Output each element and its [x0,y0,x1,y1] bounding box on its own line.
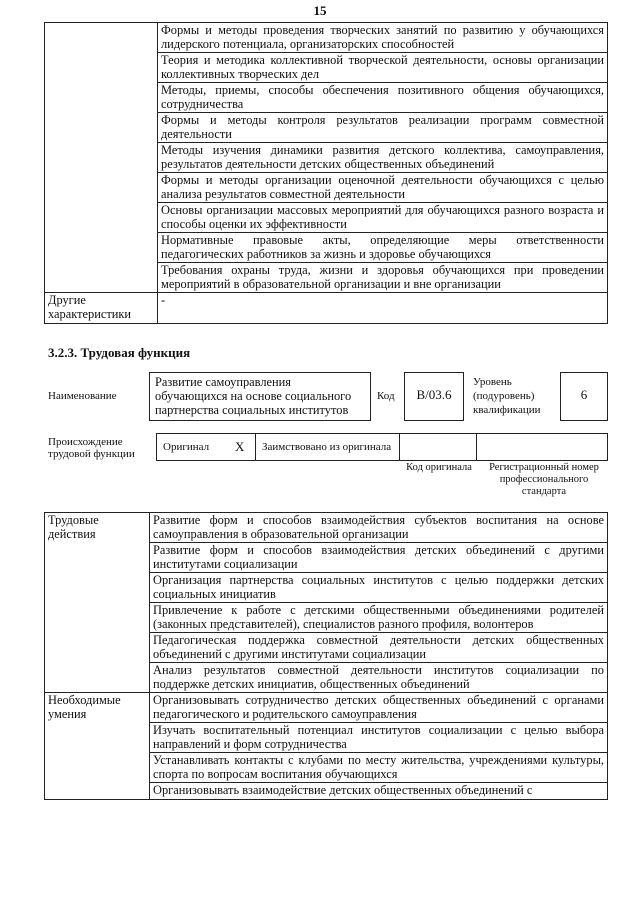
function-name-value: Развитие самоуправления обучающихся на основе социального партнерства социальных институтов [155,375,352,417]
skills-label: Необходимые умения [45,693,150,800]
original-cell [156,433,256,461]
knowledge-item: Формы и методы организации оценочной деятельности обучающихся с целью анализа результатов совместной деятельности [158,173,608,203]
knowledge-item: Теория и методика коллективной творческой деятельности, основы организации коллективных творческих дел [158,53,608,83]
name-label: Наименование [48,390,117,402]
knowledge-row [45,23,608,53]
actions-row [45,513,608,543]
other-row [45,293,608,324]
skills-item: Организовывать сотрудничество детских общественных объединений с органами педагогического и родительского самоуправления [150,693,608,723]
skills-item: Изучать воспитательный потенциал институтов социализации с целью выбора направлений и форм сотрудничества [150,723,608,753]
knowledge-item: Основы организации массовых мероприятий для обучающихся разного возраста и способы оценки их эффективности [158,203,608,233]
reg-number-cell [476,433,608,461]
knowledge-table [44,22,608,324]
actions-item: Развитие форм и способов взаимодействия субъектов воспитания на основе самоуправления в образовательной организации [150,513,608,543]
section-title: 3.2.3. Трудовая функция [48,345,191,360]
original-mark: X [235,439,245,454]
actions-label: Трудовые действия [45,513,150,693]
borrowed-label: Заимствовано из оригинала [262,441,392,453]
knowledge-label-cell [45,23,158,293]
page-number: 15 [313,3,327,18]
actions-item: Развитие форм и способов взаимодействия детских объединений с другими институтами социализации [150,543,608,573]
actions-item: Анализ результатов совместной деятельности институтов социализации по поддержке детских инициатив, общественных объединений [150,663,608,693]
code-value: B/03.6 [416,387,452,402]
code-original-cell [399,433,477,461]
level-box [560,372,608,421]
knowledge-item: Требования охраны труда, жизни и здоровья обучающихся при проведении мероприятий в образовательной организации и вне организации [158,263,608,293]
knowledge-item: Методы, приемы, способы обеспечения позитивного общения обучающихся, сотрудничества [158,83,608,113]
actions-item: Привлечение к работе с детскими общественными объединениями родителей (законных представителей), специалистов разного профиля, волонтеров [150,603,608,633]
skills-item: Организовывать взаимодействие детских общественных объединений с [150,783,608,800]
other-label: Другие характеристики [45,293,158,324]
knowledge-item: Формы и методы контроля результатов реализации программ совместной деятельности [158,113,608,143]
actions-skills-table [44,512,608,800]
skills-row [45,693,608,723]
actions-item: Организация партнерства социальных институтов с целью поддержки детских социальных инициатив [150,573,608,603]
reg-number-caption: Регистрационный номер профессионального стандарта [489,462,599,497]
code-label: Код [377,390,395,402]
skills-item: Устанавливать контакты с клубами по месту жительства, учреждениями культуры, спорта по вопросам воспитания обучающихся [150,753,608,783]
knowledge-item: Методы изучения динамики развития детского коллектива, самоуправления, результатов деятельности детских общественных объединений [158,143,608,173]
code-original-caption: Код оригинала [406,462,472,473]
level-label: Уровень (подуровень) квалификации [473,376,541,416]
code-box [404,372,464,421]
borrowed-cell [255,433,400,461]
level-value: 6 [580,387,588,402]
function-name-box [149,372,371,421]
knowledge-item: Формы и методы проведения творческих занятий по развитию у обучающихся лидерского потенциала, организаторских способностей [158,23,608,53]
actions-item: Педагогическая поддержка совместной деятельности детских общественных объединений с другими институтами социализации [150,633,608,663]
knowledge-item: Нормативные правовые акты, определяющие меры ответственности педагогических работников за жизнь и здоровье обучающихся [158,233,608,263]
original-label: Оригинал [163,441,210,453]
origin-label: Происхождение трудовой функции [48,436,135,460]
other-value: - [158,293,608,324]
